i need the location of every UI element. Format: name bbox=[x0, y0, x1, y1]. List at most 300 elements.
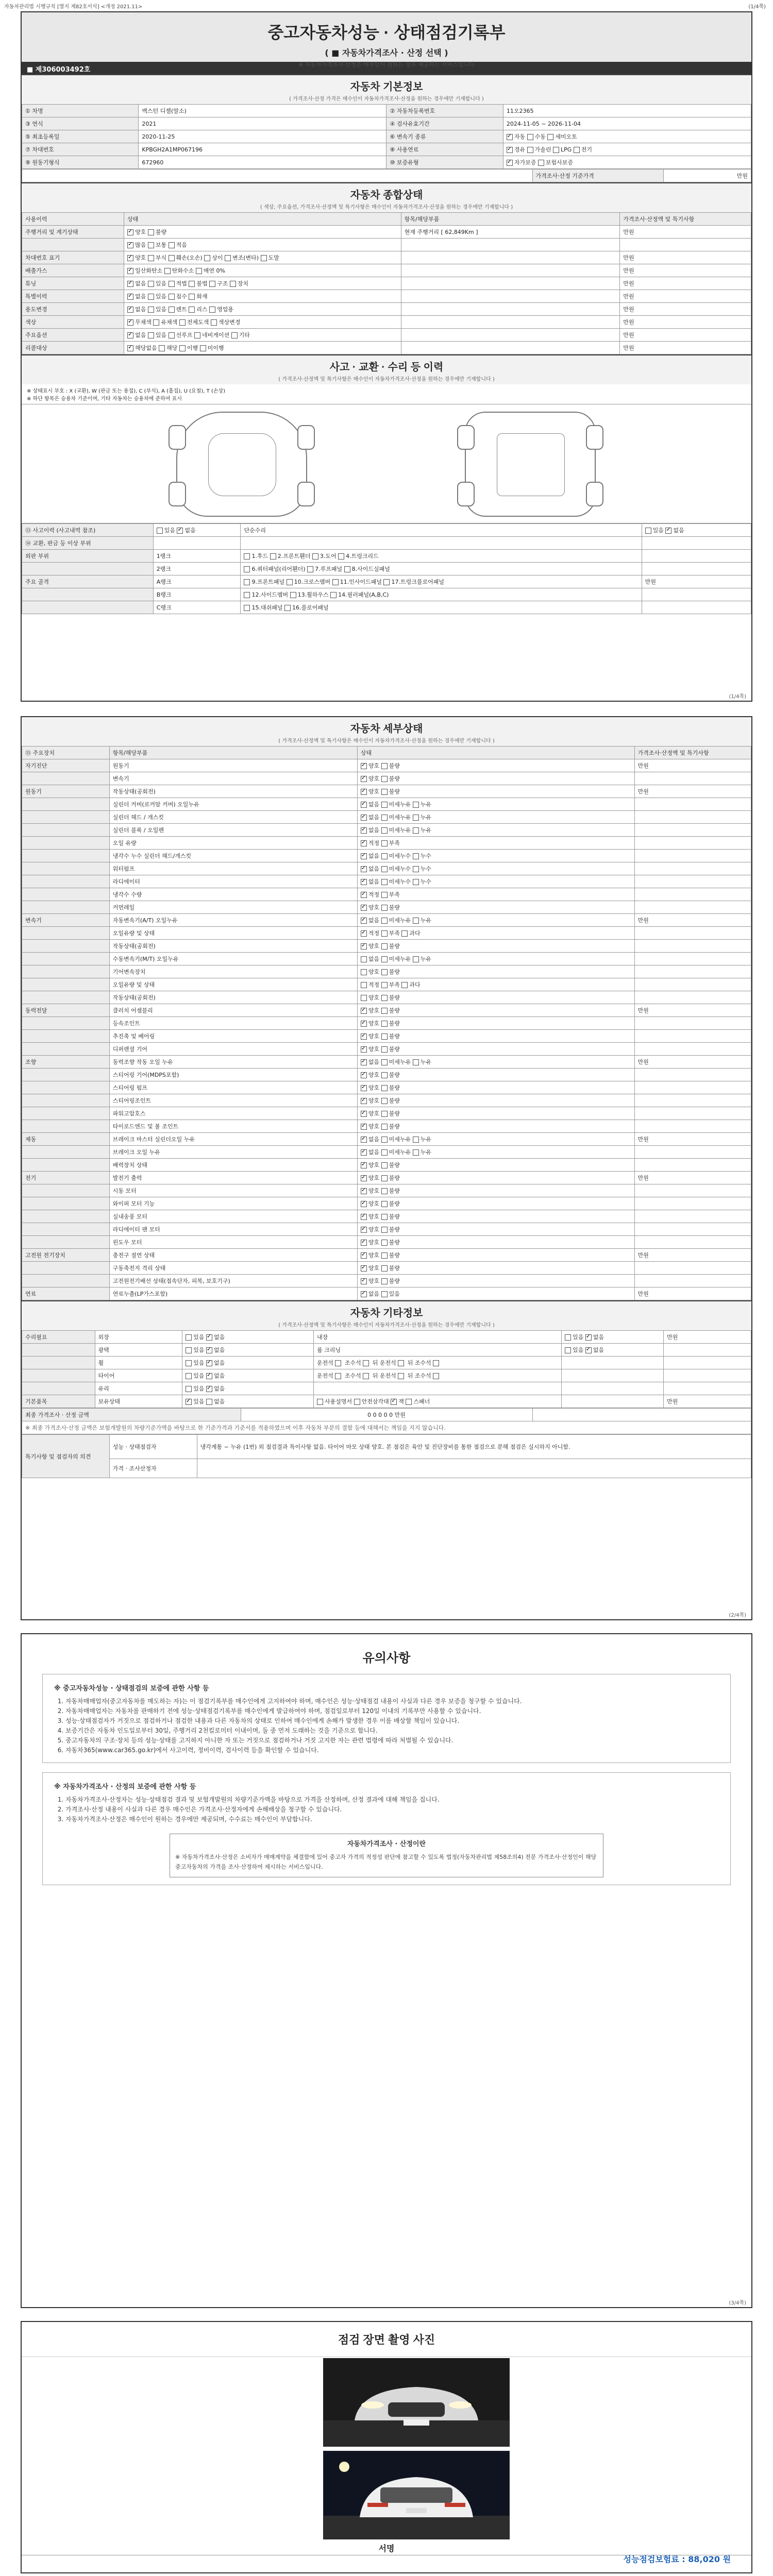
detail-row-cell: ✓ 양호 불량 bbox=[357, 1043, 634, 1056]
checkbox-unchecked bbox=[244, 605, 250, 611]
checkbox-checked bbox=[127, 294, 133, 300]
basic-row-cell: KPBGH2A1MP067196 bbox=[139, 143, 386, 156]
page-number: (1/4쪽) bbox=[729, 694, 746, 700]
other-info-table bbox=[22, 1330, 751, 1408]
checkbox-unchecked bbox=[413, 853, 419, 859]
checkbox-unchecked bbox=[244, 553, 250, 560]
detail-row bbox=[22, 965, 751, 978]
detail-row bbox=[22, 1249, 751, 1262]
other-row-cell: 휠 bbox=[95, 1357, 182, 1369]
checkbox-unchecked bbox=[381, 1175, 388, 1181]
checkbox-checked bbox=[361, 1291, 367, 1297]
detail-row-cell: 타이로드엔드 및 볼 조인트 bbox=[109, 1120, 357, 1133]
general-row-cell: ✓ 없음 있음 침수 화재 bbox=[124, 290, 401, 303]
accident-row-cell: 12.사이드멤버 13.휠하우스 14.필러패널(A,B,C) bbox=[241, 588, 642, 601]
checkbox-unchecked bbox=[381, 1098, 388, 1104]
checkbox-unchecked bbox=[363, 1360, 369, 1366]
accident-row-cell bbox=[642, 588, 751, 601]
detail-row-cell bbox=[634, 1120, 751, 1133]
car-outline-top-view bbox=[176, 412, 307, 517]
checkbox-unchecked bbox=[290, 592, 296, 598]
detail-row-cell bbox=[634, 1081, 751, 1094]
notice-item: 4. 보증기간은 자동차 인도일로부터 30일, 주행거리 2천킬로미터 이내이며, 둘 중 먼저 도래하는 것을 기준으로 합니다. bbox=[65, 1726, 719, 1736]
detail-row-cell: ✓ 없음 있음 bbox=[357, 1287, 634, 1300]
detail-row-cell bbox=[634, 953, 751, 965]
special-notes-label: 특기사항 및 점검자의 의견 bbox=[22, 1435, 110, 1478]
form-reference: 자동차관리법 시행규칙 [별지 제82호서식] <개정 2021.11> bbox=[4, 4, 143, 10]
accident-row bbox=[22, 588, 751, 601]
accident-row-cell bbox=[241, 537, 642, 550]
basic-row-cell: ⑩ 보증유형 bbox=[386, 156, 503, 169]
general-row-cell: 주요옵션 bbox=[22, 329, 124, 342]
detail-row bbox=[22, 914, 751, 927]
detail-row-cell: 적정 부족 과다 bbox=[357, 978, 634, 991]
detail-row-cell bbox=[634, 1223, 751, 1236]
checkbox-unchecked bbox=[284, 605, 291, 611]
final-price-note: ※ 최종 가격조사·산정 금액은 보험개발원의 차량기준가액을 바탕으로 한 기준가격과 기준서를 적용하였으며 이후 자동차 부분의 결함 등에 대해서는 책임을 지지 않습니다. bbox=[22, 1421, 751, 1434]
checkbox-unchecked bbox=[381, 1240, 388, 1246]
checkbox-unchecked bbox=[211, 319, 217, 326]
detail-row-cell bbox=[22, 1069, 110, 1081]
other-row-cell: 유리 bbox=[95, 1382, 182, 1395]
detail-row-cell bbox=[22, 1043, 110, 1056]
checkbox-unchecked bbox=[413, 1149, 419, 1156]
checkbox-unchecked bbox=[244, 592, 250, 598]
other-row-cell bbox=[22, 1344, 95, 1357]
detail-row-cell bbox=[22, 862, 110, 875]
detail-row-cell bbox=[634, 1094, 751, 1107]
detail-row-cell bbox=[22, 1184, 110, 1197]
wheel-icon bbox=[297, 425, 315, 450]
basic-row-cell: 벡스턴 디젤(말소) bbox=[139, 105, 386, 117]
notice-item: 1. 자동차가격조사·산정자는 성능·상태점검 결과 및 보험개발원의 차량기준가액을 바탕으로 가격을 산정하며, 산정 결과에 대해 책임을 집니다. bbox=[65, 1795, 719, 1805]
detail-row-cell bbox=[634, 875, 751, 888]
detail-row-cell: ✓ 없음 미세누유 누유 bbox=[357, 1146, 634, 1159]
detail-row-cell: 조향 bbox=[22, 1056, 110, 1069]
checkbox-unchecked bbox=[317, 1399, 323, 1405]
detail-row-cell bbox=[634, 1184, 751, 1197]
checkbox-unchecked bbox=[381, 1252, 388, 1259]
notice-box-2 bbox=[42, 1772, 731, 1885]
accident-row-cell bbox=[22, 601, 154, 614]
detail-row-cell: ✓ 양호 불량 bbox=[357, 1223, 634, 1236]
price-service-title: 자동차가격조사 · 산정이란 bbox=[347, 1840, 426, 1848]
detail-row-cell: 양호 불량 bbox=[357, 965, 634, 978]
accident-row-cell bbox=[153, 537, 241, 550]
detail-row bbox=[22, 1146, 751, 1159]
accident-row-cell bbox=[642, 601, 751, 614]
checkbox-unchecked bbox=[381, 815, 388, 821]
detail-row-cell: ✓ 양호 불량 bbox=[357, 1004, 634, 1017]
checkbox-checked bbox=[361, 840, 367, 846]
detail-row bbox=[22, 811, 751, 824]
checkbox-checked bbox=[361, 1149, 367, 1156]
basic-row-cell: ③ 연식 bbox=[22, 117, 139, 130]
general-row bbox=[22, 277, 751, 290]
checkbox-unchecked bbox=[381, 1137, 388, 1143]
detail-row-cell bbox=[634, 1197, 751, 1210]
detail-row-cell bbox=[22, 811, 110, 824]
detail-row-cell: 라디에이터 bbox=[109, 875, 357, 888]
detail-state-table bbox=[22, 746, 751, 1300]
general-row-cell: 만원 bbox=[620, 290, 751, 303]
checkbox-unchecked bbox=[413, 1059, 419, 1065]
detail-row-cell: 만원 bbox=[634, 914, 751, 927]
detail-row-cell bbox=[22, 1107, 110, 1120]
front-photo bbox=[323, 2358, 510, 2447]
checkbox-checked bbox=[361, 1137, 367, 1143]
detail-row-cell: 만원 bbox=[634, 1004, 751, 1017]
detail-row-cell bbox=[634, 978, 751, 991]
detail-row-cell: ✓ 양호 불량 bbox=[357, 1094, 634, 1107]
special-notes-text: 냉각계통 ~ 누유 (1번) 외 점검결과 특이사항 없음. 타이어 마모 상태 양호. 본 점검은 육안 및 진단장비를 통한 점검으로 분해 점검은 실시하지 아니함. bbox=[197, 1435, 751, 1459]
checkbox-unchecked bbox=[381, 1111, 388, 1117]
accident-row-cell: 단순수리 bbox=[241, 524, 642, 537]
detail-row-cell: 브레이크 오일 누유 bbox=[109, 1146, 357, 1159]
checkbox-checked bbox=[361, 815, 367, 821]
other-row-cell: 수리필요 bbox=[22, 1331, 95, 1344]
general-row-cell bbox=[401, 277, 620, 290]
wheel-icon bbox=[169, 425, 186, 450]
basic-row-cell: 2024-11-05 ~ 2026-11-04 bbox=[503, 117, 751, 130]
checkbox-unchecked bbox=[381, 1214, 388, 1220]
general-row-cell bbox=[401, 239, 620, 251]
general-head-1: 상태 bbox=[124, 213, 401, 226]
checkbox-unchecked bbox=[433, 1373, 439, 1379]
other-row-cell: 보유상태 bbox=[95, 1395, 182, 1408]
general-row bbox=[22, 342, 751, 354]
basic-row bbox=[22, 156, 751, 169]
detail-row-cell: 스티어링조인트 bbox=[109, 1094, 357, 1107]
document-note: ※ 자동차가격조사·산정은 매수인이 원하는 경우 제공하는 서비스입니다 bbox=[298, 61, 475, 68]
detail-row bbox=[22, 1107, 751, 1120]
checkbox-unchecked bbox=[381, 1008, 388, 1014]
checkbox-unchecked bbox=[538, 160, 544, 166]
checkbox-checked bbox=[361, 1059, 367, 1065]
detail-row bbox=[22, 1094, 751, 1107]
other-row-cell bbox=[664, 1357, 751, 1369]
detail-row-cell: ✓ 양호 불량 bbox=[357, 1159, 634, 1172]
detail-row-cell: 디퍼렌셜 기어 bbox=[109, 1043, 357, 1056]
checkbox-checked bbox=[361, 1124, 367, 1130]
detail-row bbox=[22, 850, 751, 862]
detail-row bbox=[22, 1004, 751, 1017]
checkbox-checked bbox=[361, 853, 367, 859]
basic-row-cell: 672960 bbox=[139, 156, 386, 169]
section-note-accident: ( 가격조사·산정액 및 특기사항은 매수인이 자동차가격조사·산정을 원하는 경우에만 기재합니다 ) bbox=[22, 375, 751, 384]
detail-row-cell bbox=[634, 1107, 751, 1120]
detail-row-cell: 자동변속기(A/T) 오일누유 bbox=[109, 914, 357, 927]
accident-row-cell: 6.쿼터패널(리어휀더) 7.루프패널 8.사이드실패널 bbox=[241, 563, 642, 575]
detail-row-cell: 만원 bbox=[634, 1133, 751, 1146]
checkbox-unchecked bbox=[413, 956, 419, 962]
checkbox-checked bbox=[177, 528, 183, 534]
general-row-cell: ✓많음 보통 적음 bbox=[124, 239, 401, 251]
checkbox-unchecked bbox=[361, 956, 367, 962]
checkbox-unchecked bbox=[361, 995, 367, 1001]
checkbox-unchecked bbox=[381, 1021, 388, 1027]
general-row-cell: 주행거리 및 계기상태 bbox=[22, 226, 124, 239]
detail-row-cell: ✓ 없음 미세누유 누유 bbox=[357, 824, 634, 837]
section-title-detail: 자동차 세부상태 bbox=[22, 717, 751, 736]
checkbox-checked bbox=[127, 319, 133, 326]
detail-row-cell bbox=[634, 811, 751, 824]
checkbox-checked bbox=[127, 229, 133, 235]
detail-row-cell: 오일유량 및 상태 bbox=[109, 978, 357, 991]
basic-row-cell: ✓ 자동 수동 세미오토 bbox=[503, 130, 751, 143]
other-row-cell: 만원 bbox=[664, 1395, 751, 1408]
detail-row bbox=[22, 1081, 751, 1094]
detail-row-cell: 작동상태(공회전) bbox=[109, 785, 357, 798]
detail-row-cell bbox=[22, 1210, 110, 1223]
general-row-cell: ✓ 없음 있음 선루프 네비게이션 기타 bbox=[124, 329, 401, 342]
general-row-cell: 차대번호 표기 bbox=[22, 251, 124, 264]
detail-row bbox=[22, 991, 751, 1004]
checkbox-checked bbox=[361, 802, 367, 808]
detail-row-cell: ✓ 양호 불량 bbox=[357, 1107, 634, 1120]
general-row-cell bbox=[401, 251, 620, 264]
general-row bbox=[22, 290, 751, 303]
detail-row bbox=[22, 1043, 751, 1056]
detail-row bbox=[22, 1197, 751, 1210]
section-title-basic: 자동차 기본정보 bbox=[22, 74, 751, 94]
checkbox-checked bbox=[127, 332, 133, 338]
checkbox-unchecked bbox=[547, 134, 553, 140]
checkbox-unchecked bbox=[169, 255, 175, 261]
checkbox-checked bbox=[361, 1111, 367, 1117]
general-row-cell: ✓ 양호 불량 bbox=[124, 226, 401, 239]
detail-row-cell bbox=[22, 1081, 110, 1094]
checkbox-checked bbox=[127, 255, 133, 261]
accident-row-cell bbox=[22, 563, 154, 575]
detail-row-cell: 원동기 bbox=[109, 759, 357, 772]
checkbox-unchecked bbox=[225, 255, 231, 261]
checkbox-unchecked bbox=[169, 332, 175, 338]
notice-item: 1. 자동차매매업자(중고자동차를 매도하는 자)는 이 점검기록부를 매수인에게 고지하여야 하며, 매수인은 성능·상태점검 내용이 사실과 다른 경우 보증을 청구할 수 있습니다. bbox=[65, 1697, 719, 1706]
detail-row-cell: 고전원전기배선 상태(접속단자, 피복, 보호기구) bbox=[109, 1275, 357, 1287]
detail-row-cell bbox=[634, 965, 751, 978]
notice-item: 5. 중고자동차의 구조·장치 등의 성능·상태를 고지하지 아니한 자 또는 거짓으로 점검하거나 거짓 고지한 자는 관련 법령에 따라 처벌될 수 있습니다. bbox=[65, 1736, 719, 1745]
checkbox-checked bbox=[206, 1373, 212, 1379]
detail-row bbox=[22, 1262, 751, 1275]
accident-row-cell: 15.대쉬패널 16.플로어패널 bbox=[241, 601, 642, 614]
accident-legend: ※ 상태표시 부호 : X (교환), W (판금 또는 용접), C (부식), A (흠집), U (요철), T (손상) bbox=[27, 388, 226, 394]
detail-head-1: 항목/해당부품 bbox=[109, 747, 357, 759]
section-note-basic: ( 가격조사·산정 가격은 매수인이 자동차가격조사·산정을 원하는 경우에만 기재합니다 ) bbox=[22, 94, 751, 104]
checkbox-checked bbox=[127, 242, 133, 248]
checkbox-unchecked bbox=[287, 579, 293, 585]
accident-row-cell: A랭크 bbox=[153, 575, 241, 588]
detail-row bbox=[22, 1223, 751, 1236]
general-row-cell bbox=[22, 239, 124, 251]
detail-row-cell: ✓ 양호 불량 bbox=[357, 1081, 634, 1094]
checkbox-checked bbox=[507, 160, 513, 166]
checkbox-unchecked bbox=[413, 802, 419, 808]
other-row-cell: 기본품목 bbox=[22, 1395, 95, 1408]
checkbox-unchecked bbox=[354, 1399, 360, 1405]
detail-row-cell: 냉각수 수량 bbox=[109, 888, 357, 901]
general-row bbox=[22, 264, 751, 277]
detail-row bbox=[22, 1030, 751, 1043]
detail-row bbox=[22, 798, 751, 811]
accident-row bbox=[22, 575, 751, 588]
general-row bbox=[22, 239, 751, 251]
checkbox-checked bbox=[361, 1085, 367, 1091]
general-row bbox=[22, 226, 751, 239]
final-price-table bbox=[22, 1408, 751, 1434]
other-row-cell: 운전석 조수석 뒤 운전석 뒤 조수석 bbox=[313, 1369, 561, 1382]
checkbox-unchecked bbox=[381, 1227, 388, 1233]
checkbox-checked bbox=[206, 1334, 212, 1341]
detail-row-cell: ✓ 양호 불량 bbox=[357, 1275, 634, 1287]
detail-row bbox=[22, 1287, 751, 1300]
page-4 bbox=[21, 2321, 752, 2573]
checkbox-unchecked bbox=[148, 255, 154, 261]
checkbox-unchecked bbox=[330, 592, 337, 598]
notice-box-1 bbox=[42, 1674, 731, 1763]
detail-row-cell: 만원 bbox=[634, 759, 751, 772]
detail-row-cell: 클러치 어셈블리 bbox=[109, 1004, 357, 1017]
checkbox-checked bbox=[361, 943, 367, 950]
page-3-notice bbox=[21, 1633, 752, 2308]
section-title-general: 자동차 종합상태 bbox=[22, 182, 751, 202]
checkbox-unchecked bbox=[381, 995, 388, 1001]
other-row bbox=[22, 1369, 751, 1382]
basic-row-cell: ⑨ 원동기형식 bbox=[22, 156, 139, 169]
detail-row-cell: 시동 모터 bbox=[109, 1184, 357, 1197]
checkbox-unchecked bbox=[381, 1278, 388, 1284]
detail-row-cell: ✓ 없음 미세누수 누수 bbox=[357, 850, 634, 862]
detail-row-cell: 만원 bbox=[634, 785, 751, 798]
checkbox-unchecked bbox=[381, 930, 388, 937]
checkbox-checked bbox=[361, 789, 367, 795]
checkbox-unchecked bbox=[186, 1360, 192, 1366]
detail-row-cell bbox=[634, 1146, 751, 1159]
general-row-cell: 튜닝 bbox=[22, 277, 124, 290]
checkbox-checked bbox=[361, 827, 367, 834]
detail-row-cell bbox=[22, 1017, 110, 1030]
detail-head-0: ⑮ 주요장치 bbox=[22, 747, 110, 759]
checkbox-checked bbox=[361, 892, 367, 898]
basic-row-cell: ⑤ 최초등록일 bbox=[22, 130, 139, 143]
detail-head-3: 가격조사·산정액 및 특기사항 bbox=[634, 747, 751, 759]
checkbox-unchecked bbox=[381, 969, 388, 975]
detail-row bbox=[22, 785, 751, 798]
detail-row-cell: 발전기 출력 bbox=[109, 1172, 357, 1184]
checkbox-checked bbox=[361, 1021, 367, 1027]
other-row-cell bbox=[22, 1382, 95, 1395]
general-row-cell bbox=[401, 329, 620, 342]
detail-row-cell: 실내송풍 모터 bbox=[109, 1210, 357, 1223]
detail-row-cell: ✓ 없음 미세누유 누유 bbox=[357, 811, 634, 824]
detail-row-cell bbox=[22, 927, 110, 940]
detail-row-cell bbox=[22, 1223, 110, 1236]
detail-row-cell: ✓ 양호 불량 bbox=[357, 901, 634, 914]
basic-row-cell: ✓ 경유 가솔린 LPG 전기 bbox=[503, 143, 751, 156]
notice-title: 유의사항 bbox=[362, 1651, 411, 1665]
checkbox-checked bbox=[361, 918, 367, 924]
accident-row-cell: ⑭ 교환, 판금 등 이상 부위 bbox=[22, 537, 154, 550]
general-row-cell bbox=[401, 342, 620, 354]
checkbox-unchecked bbox=[433, 1360, 439, 1366]
detail-row-cell bbox=[22, 901, 110, 914]
checkbox-unchecked bbox=[381, 956, 388, 962]
final-price-title: 최종 가격조사 · 산정 금액 bbox=[22, 1409, 241, 1421]
section-title-other: 자동차 기타정보 bbox=[22, 1300, 751, 1320]
other-row-cell: 있음 ✓없음 bbox=[182, 1331, 314, 1344]
basic-row bbox=[22, 143, 751, 156]
basic-row bbox=[22, 117, 751, 130]
other-row-cell bbox=[313, 1382, 561, 1395]
detail-row bbox=[22, 978, 751, 991]
checkbox-checked bbox=[361, 1008, 367, 1014]
checkbox-checked bbox=[361, 905, 367, 911]
detail-row-cell bbox=[634, 901, 751, 914]
price-unit: 만원 bbox=[664, 170, 751, 182]
detail-row bbox=[22, 1133, 751, 1146]
checkbox-unchecked bbox=[148, 332, 154, 338]
document-title: 중고자동차성능 · 상태점검기록부 bbox=[267, 23, 506, 42]
checkbox-unchecked bbox=[209, 281, 215, 287]
basic-row-cell: 11오2365 bbox=[503, 105, 751, 117]
general-row-cell: 배출가스 bbox=[22, 264, 124, 277]
detail-row-cell: 연료 bbox=[22, 1287, 110, 1300]
checkbox-checked bbox=[206, 1360, 212, 1366]
checkbox-checked bbox=[361, 866, 367, 872]
general-row-cell: 만원 bbox=[620, 251, 751, 264]
checkbox-unchecked bbox=[189, 281, 195, 287]
checkbox-unchecked bbox=[413, 918, 419, 924]
detail-row-cell bbox=[22, 1275, 110, 1287]
page-number: (2/4쪽) bbox=[729, 1613, 746, 1618]
detail-row-cell bbox=[22, 798, 110, 811]
checkbox-unchecked bbox=[312, 553, 318, 560]
other-row-cell: 있음 ✓없음 bbox=[562, 1344, 664, 1357]
checkbox-unchecked bbox=[179, 319, 186, 326]
special-sub-1: 성능 · 상태점검자 bbox=[109, 1435, 197, 1459]
detail-row-cell: 커먼레일 bbox=[109, 901, 357, 914]
detail-row-cell bbox=[22, 772, 110, 785]
other-row-cell: 있음 ✓없음 bbox=[182, 1369, 314, 1382]
detail-row-cell: 워터펌프 bbox=[109, 862, 357, 875]
other-row-cell bbox=[22, 1357, 95, 1369]
checkbox-unchecked bbox=[164, 268, 171, 274]
detail-row-cell: 충전구 절연 상태 bbox=[109, 1249, 357, 1262]
general-row-cell bbox=[401, 264, 620, 277]
other-row-cell bbox=[664, 1369, 751, 1382]
checkbox-unchecked bbox=[381, 827, 388, 834]
accident-row-cell: 9.프론트패널 10.크로스멤버 11.인사이드패널 17.트렁크플로어패널 bbox=[241, 575, 642, 588]
detail-row-cell: 실린더 커버(로커암 커버) 오일누유 bbox=[109, 798, 357, 811]
other-row-cell bbox=[562, 1395, 664, 1408]
general-row-cell: ✓ 해당없음 해당 이행 미이행 bbox=[124, 342, 401, 354]
accident-row-cell bbox=[642, 550, 751, 563]
detail-row-cell: ✓ 없음 미세누유 누유 bbox=[357, 1056, 634, 1069]
checkbox-unchecked bbox=[381, 1291, 388, 1297]
checkbox-checked bbox=[361, 879, 367, 885]
checkbox-unchecked bbox=[204, 255, 210, 261]
general-row-cell: 리콜대상 bbox=[22, 342, 124, 354]
detail-row-cell bbox=[22, 965, 110, 978]
detail-row bbox=[22, 837, 751, 850]
notice-item: 3. 자동차가격조사·산정은 매수인이 원하는 경우에만 제공되며, 수수료는 매수인이 부담합니다. bbox=[65, 1815, 719, 1824]
checkbox-unchecked bbox=[148, 281, 154, 287]
checkbox-unchecked bbox=[381, 1188, 388, 1194]
checkbox-checked bbox=[361, 1201, 367, 1207]
checkbox-checked bbox=[585, 1347, 592, 1353]
checkbox-checked bbox=[206, 1347, 212, 1353]
detail-row bbox=[22, 824, 751, 837]
